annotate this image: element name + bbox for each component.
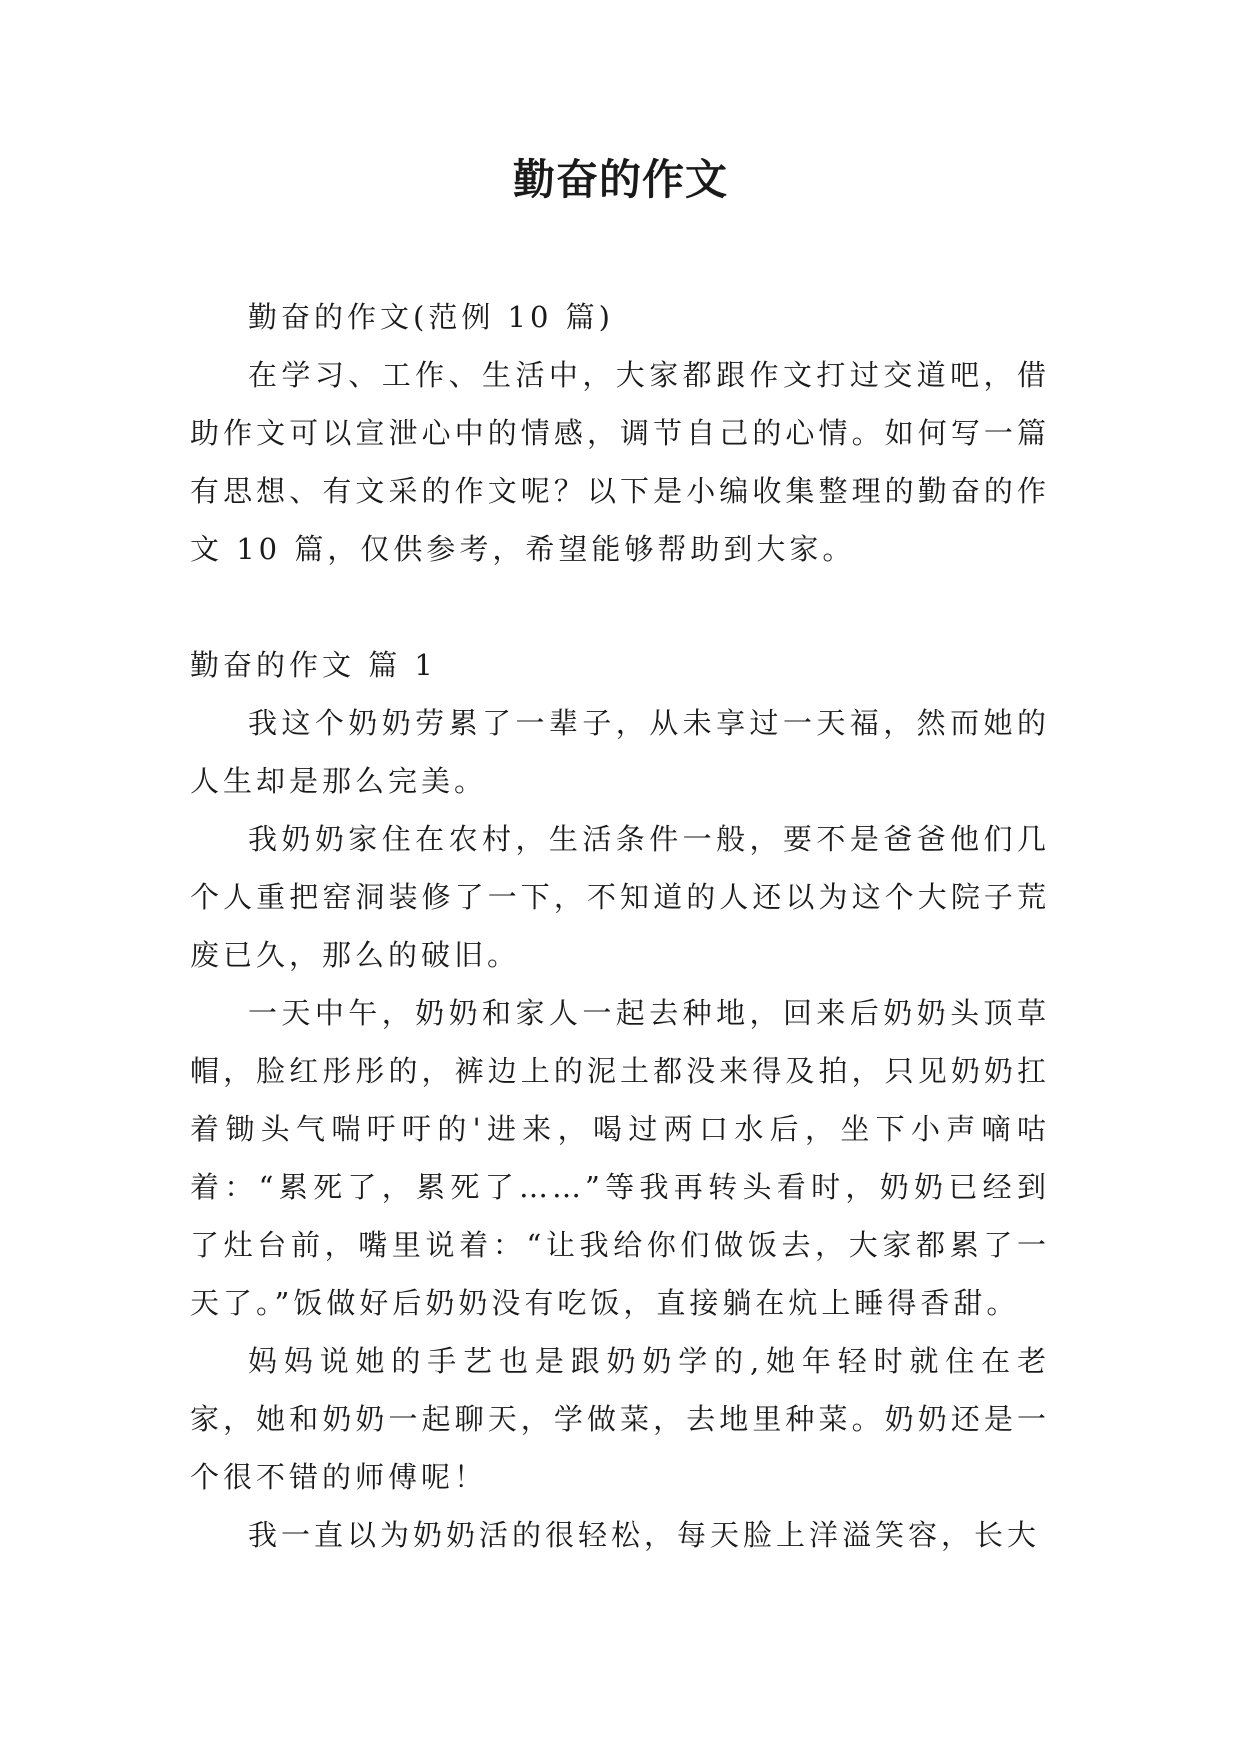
body-paragraph: 一天中午，奶奶和家人一起去种地，回来后奶奶头顶草帽，脸红彤彤的，裤边上的泥土都没来得及拍，只见奶奶扛着锄头气喘吁吁的'进来，喝过两口水后，坐下小声嘀咕着：“累死了，累死了……”等我再转头看时，奶奶已经到了灶台前，嘴里说着：“让我给你们做饭去，大家都累了一天了。”饭做好后奶奶没有吃饭，直接躺在炕上睡得香甜。	[190, 996, 1050, 1320]
body-paragraph: 我这个奶奶劳累了一辈子，从未享过一天福，然而她的人生却是那么完美。	[190, 706, 1050, 798]
document-title: 勤奋的作文	[512, 155, 728, 204]
document-subtitle: 勤奋的作文(范例 10 篇)	[248, 300, 614, 334]
body-paragraph: 妈妈说她的手艺也是跟奶奶学的,她年轻时就住在老家，她和奶奶一起聊天，学做菜，去地里种菜。奶奶还是一个很不错的师傅呢！	[190, 1344, 1050, 1494]
document-body	[190, 288, 1050, 1564]
section-heading: 勤奋的作文 篇 1	[190, 648, 437, 682]
body-paragraph: 我一直以为奶奶活的很轻松，每天脸上洋溢笑容，长大	[248, 1518, 1041, 1552]
intro-paragraph: 在学习、工作、生活中，大家都跟作文打过交道吧，借助作文可以宣泄心中的情感，调节自己的心情。如何写一篇有思想、有文采的作文呢？以下是小编收集整理的勤奋的作文 10 篇，仅供参考，希望能够帮助到大家。	[190, 358, 1050, 566]
body-paragraph: 我奶奶家住在农村，生活条件一般，要不是爸爸他们几个人重把窑洞装修了一下，不知道的人还以为这个大院子荒废已久，那么的破旧。	[190, 822, 1050, 972]
